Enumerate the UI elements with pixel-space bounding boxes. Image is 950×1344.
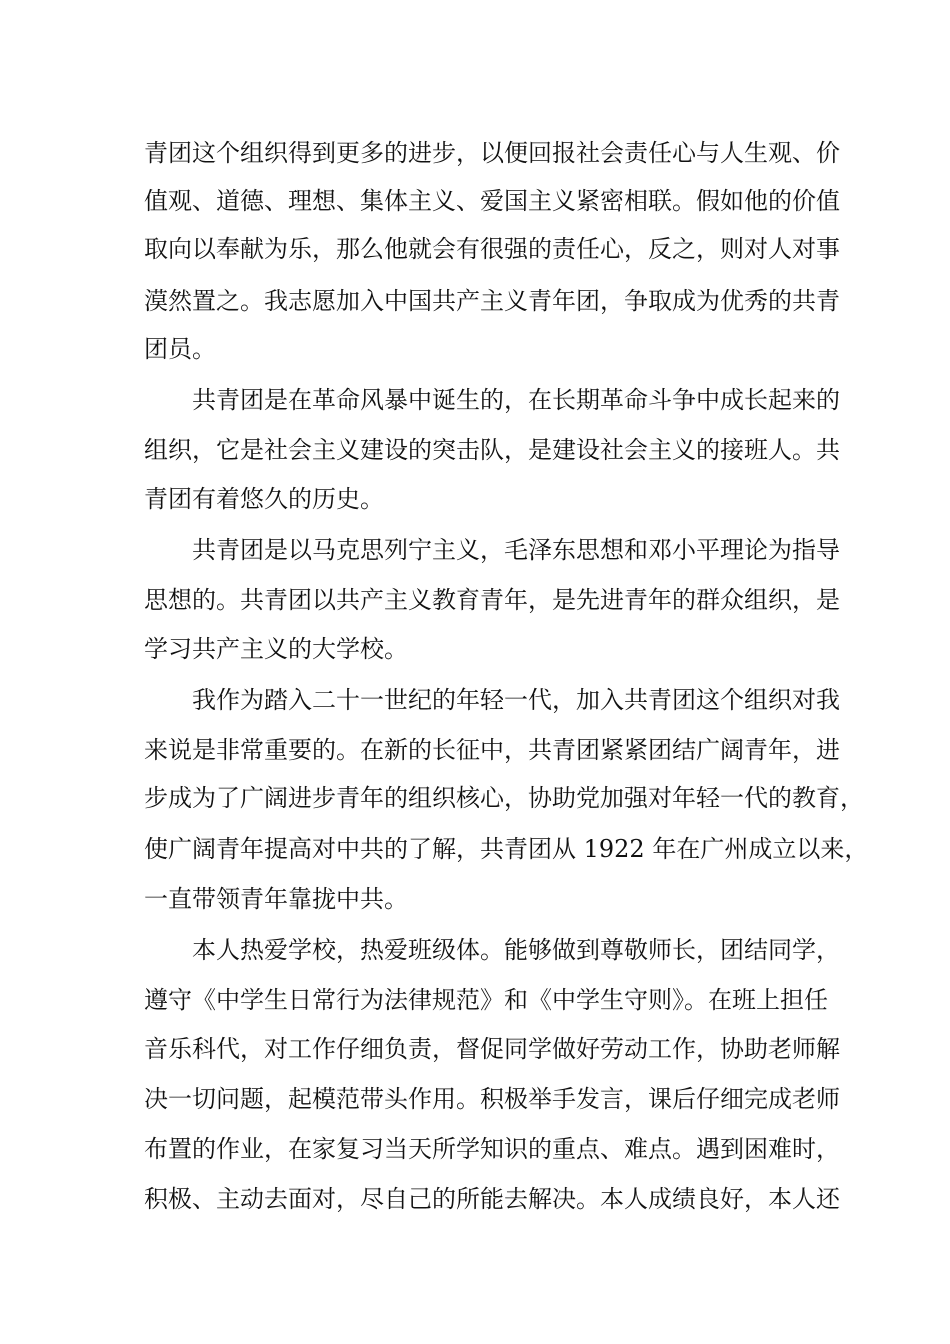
text-line-13: 来说是非常重要的。在新的长征中，共青团紧紧团结广阔青年，进	[144, 736, 840, 764]
text-line-20: 决一切问题，起模范带头作用。积极举手发言，课后仔细完成老师	[144, 1085, 840, 1113]
text-line-18: 遵守《中学生日常行为法律规范》和《中学生守则》。在班上担任	[144, 986, 828, 1014]
text-line-8: 青团有着悠久的历史。	[144, 485, 384, 513]
text-line-7: 组织，它是社会主义建设的突击队，是建设社会主义的接班人。共	[144, 436, 840, 464]
text-line-19: 音乐科代，对工作仔细负责，督促同学做好劳动工作，协助老师解	[144, 1035, 840, 1063]
text-line-4: 漠然置之。我志愿加入中国共产主义青年团，争取成为优秀的共青	[144, 287, 840, 315]
text-line-2: 值观、道德、理想、集体主义、爱国主义紧密相联。假如他的价值	[144, 187, 840, 215]
text-line-3: 取向以奉献为乐，那么他就会有很强的责任心，反之，则对人对事	[144, 235, 840, 263]
text-line-17: 本人热爱学校，热爱班级体。能够做到尊敬师长，团结同学，	[192, 936, 840, 964]
text-line-9: 共青团是以马克思列宁主义，毛泽东思想和邓小平理论为指导	[192, 536, 840, 564]
text-line-16: 一直带领青年靠拢中共。	[144, 885, 408, 913]
text-line-11: 学习共产主义的大学校。	[144, 635, 408, 663]
text-line-14: 步成为了广阔进步青年的组织核心，协助党加强对年轻一代的教育，	[144, 784, 864, 812]
text-line-21: 布置的作业，在家复习当天所学知识的重点、难点。遇到困难时，	[144, 1135, 840, 1163]
text-line-10: 思想的。共青团以共产主义教育青年，是先进青年的群众组织，是	[144, 586, 840, 614]
text-line-12: 我作为踏入二十一世纪的年轻一代，加入共青团这个组织对我	[192, 686, 840, 714]
text-line-6: 共青团是在革命风暴中诞生的，在长期革命斗争中成长起来的	[192, 386, 840, 414]
text-line-5: 团员。	[144, 335, 216, 363]
text-line-22: 积极、主动去面对，尽自己的所能去解决。本人成绩良好，本人还	[144, 1185, 840, 1213]
text-line-1: 青团这个组织得到更多的进步，以便回报社会责任心与人生观、价	[144, 139, 840, 167]
text-line-15: 使广阔青年提高对中共的了解，共青团从 1922 年在广州成立以来，	[144, 835, 869, 863]
